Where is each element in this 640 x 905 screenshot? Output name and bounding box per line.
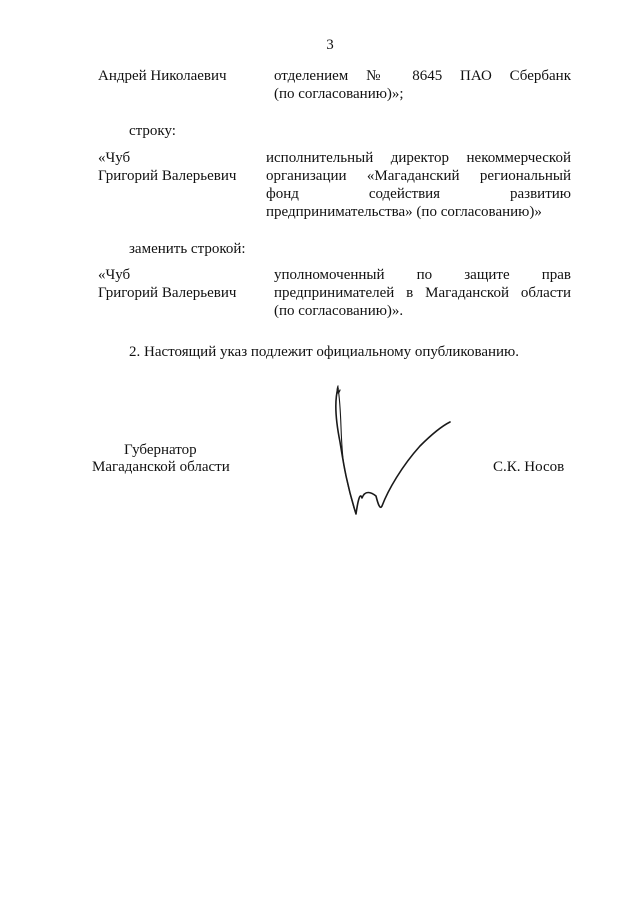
entry-2-name-line1: «Чуб	[98, 150, 131, 166]
entry-2-desc-line: исполнительный директор некоммерческой	[266, 150, 571, 166]
entry-1-desc-line: отделением № 8645 ПАО Сбербанк	[274, 68, 571, 84]
entry-3-name-line1: «Чуб	[98, 267, 131, 283]
entry-3-desc-line: (по согласованию)».	[274, 303, 404, 319]
signer-name: С.К. Носов	[493, 459, 565, 475]
entry-3-desc-line: предпринимателей в Магаданской области	[274, 285, 571, 301]
entry-2-name	[98, 149, 236, 185]
entry-2-desc-line: фонд содействия развитию	[266, 186, 571, 202]
label-zamenit: заменить строкой:	[129, 241, 246, 257]
entry-3-description	[274, 266, 571, 320]
entry-1-name: Андрей Николаевич	[98, 68, 227, 84]
governor-title-line2: Магаданской области	[92, 459, 230, 475]
entry-3-desc-line: уполномоченный по защите прав	[274, 267, 571, 283]
entry-2-desc-line: организации «Магаданский региональный	[266, 168, 571, 184]
entry-3-name	[98, 266, 236, 302]
entry-2-name-line2: Григорий Валерьевич	[98, 168, 237, 184]
governor-title-line1: Губернатор	[124, 442, 197, 458]
entry-2-desc-line: предпринимательства» (по согласованию)»	[266, 204, 542, 220]
clause-2: 2. Настоящий указ подлежит официальному опубликованию.	[129, 344, 520, 360]
entry-2-description	[266, 149, 571, 221]
page-number: 3	[326, 37, 334, 53]
entry-3-name-line2: Григорий Валерьевич	[98, 285, 237, 301]
entry-1-desc-line: (по согласованию)»;	[274, 86, 404, 102]
entry-1-description	[274, 67, 571, 103]
handwritten-signature	[316, 382, 476, 522]
label-stroku: строку:	[129, 123, 176, 139]
